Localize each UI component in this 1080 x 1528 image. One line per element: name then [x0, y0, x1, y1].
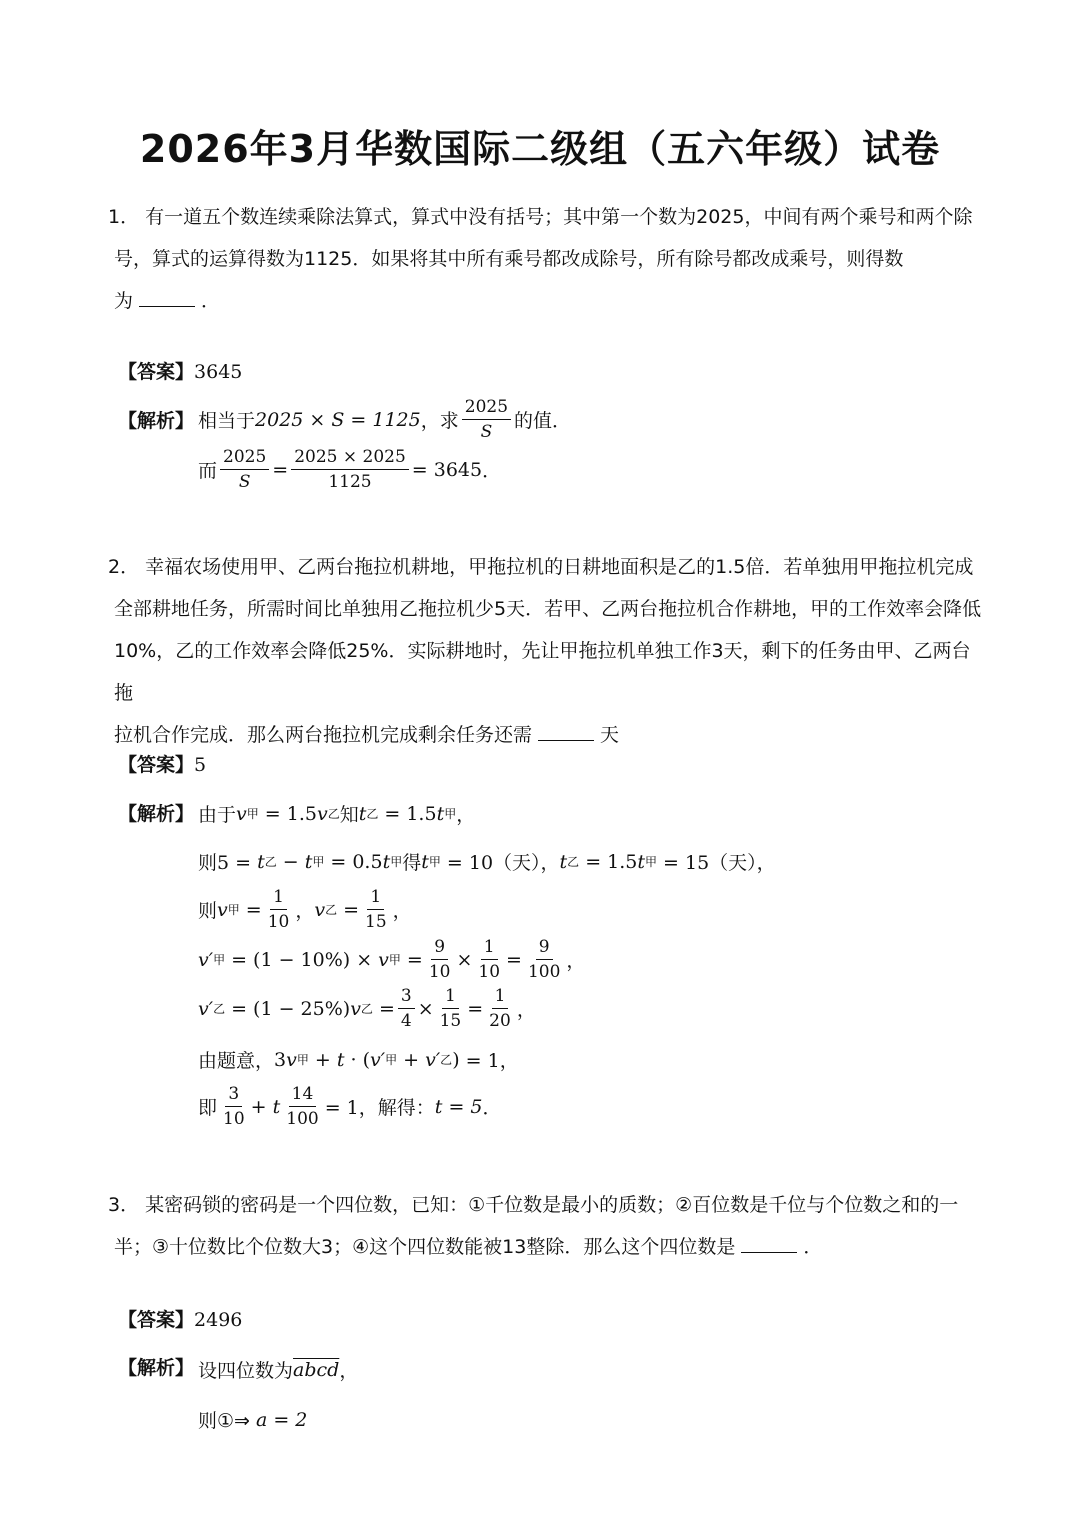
fraction: $\frac{1}{10}$ [478, 937, 501, 982]
q2-answer: 【答案】5 [118, 754, 207, 776]
fraction: $\frac{1}{10}$ [267, 887, 290, 932]
q1-answer [118, 357, 242, 387]
fraction: $\frac{1}{15}$ [365, 887, 387, 932]
question-3 [108, 1184, 988, 1268]
q1-line-3: 为 ． [114, 290, 221, 312]
answer-label: 【答案】 [118, 361, 195, 383]
fraction: $\frac{9}{10}$ [428, 937, 451, 982]
fraction: $\frac{1}{20}$ [489, 986, 511, 1031]
q3-analysis-line-1: 设四位数为 abcd ， [198, 1358, 359, 1382]
q2-answer-value: 5 [194, 754, 207, 776]
q3-line-1: 3． 某密码锁的密码是一个四位数，已知：①千位数是最小的质数；②百位数是千位与个位数之和的一 [108, 1194, 959, 1216]
q2-line-4: 拉机合作完成．那么两台拖拉机完成剩余任务还需 天 [114, 724, 620, 746]
q2-step-1: 由于 v 甲 = 1.5 v 乙 知 t 乙 = 1.5 t 甲 ， [198, 802, 476, 826]
fraction: $\frac{2025 \times 2025}{1125}$ [291, 446, 409, 493]
question-1 [108, 196, 988, 322]
q3-analysis-line-2: 则①⇒ a = 2 [198, 1408, 308, 1432]
answer-blank [139, 288, 195, 307]
q3-answer-value: 2496 [194, 1309, 243, 1331]
q2-step-2: 则5 = t 乙 − t 甲 = 0.5 t 甲 得 t 甲 = 10（天）， t 乙 = 1.5 t 甲 = 15（天）， [198, 850, 776, 874]
q1-analysis-label: 【解析】 [118, 410, 195, 432]
q1-line-2: 号，算式的运算得数为1125．如果将其中所有乘号都改成除号，所有除号都改成乘号，则得数 [114, 248, 904, 270]
q3-answer: 【答案】2496 [118, 1309, 243, 1331]
q2-line-1: 2． 幸福农场使用甲、乙两台拖拉机耕地，甲拖拉机的日耕地面积是乙的1.5倍．若单独用甲拖拉机完成 [108, 556, 974, 578]
q1-answer-value: 3645 [194, 361, 243, 383]
q3-line-2: 半；③十位数比个位数大3；④这个四位数能被13整除．那么这个四位数是 ． [114, 1236, 823, 1258]
fraction: $\frac{3}{4}$ [398, 985, 415, 1032]
q2-line-2: 全部耕地任务，所需时间比单独用乙拖拉机少5天．若甲、乙两台拖拉机合作耕地，甲的工作效率会降低 [114, 598, 982, 620]
fraction: $\frac{3}{10}$ [223, 1084, 245, 1129]
fraction: $\frac{9}{100}$ [527, 937, 561, 982]
q1-analysis-line-1: 相当于 2025 × S = 1125 ，求 $\frac{2025}{S}$ 的值． [198, 397, 572, 442]
q2-step-5: v′ 乙 = (1 − 25%) v 乙 = $\frac{3}{4}$ × $\frac{1}{15}$ = $\frac{1}{20}$ ， [198, 986, 536, 1031]
q1-analysis-line-2: 而 $\frac{2025}{S}$ = $\frac{2025 \times 2025}{1125}$ = 3645 ． [198, 447, 502, 492]
q2-step-3: 则 v 甲 = $\frac{1}{10}$ ， v 乙 = $\frac{1}{15}$ ， [198, 887, 412, 932]
q2-step-6: 由题意， 3 v 甲 + t · ( v′ 甲 + v′ 乙 ) = 1， [198, 1048, 519, 1072]
q2-analysis-label: 【解析】 [118, 803, 195, 825]
fraction: $\frac{2025}{S}$ [220, 446, 269, 493]
q2-line-3: 10%，乙的工作效率会降低25%．实际耕地时，先让甲拖拉机单独工作3天，剩下的任务由甲、乙两台拖 [114, 640, 971, 704]
fraction: $\frac{2025}{S}$ [462, 396, 511, 443]
question-2 [108, 546, 988, 756]
q2-step-4: v′ 甲 = (1 − 10%) × v 甲 = $\frac{9}{10}$ × $\frac{1}{10}$ = $\frac{9}{100}$ ， [198, 937, 586, 982]
q1-line-1: 1． 有一道五个数连续乘除法算式，算式中没有括号；其中第一个数为2025，中间有两个乘号和两个除 [108, 206, 973, 228]
answer-blank [538, 722, 594, 741]
fraction: $\frac{14}{100}$ [286, 1084, 319, 1129]
fraction: $\frac{1}{15}$ [439, 986, 462, 1031]
answer-blank [741, 1234, 797, 1253]
page-title: 2026年3月华数国际二级组（五六年级）试卷 [139, 127, 941, 171]
q2-step-7: 即 $\frac{3}{10}$ + t $\frac{14}{100}$ = 1，解得： t = 5 ． [198, 1084, 502, 1129]
q3-analysis-label: 【解析】 [118, 1357, 195, 1379]
